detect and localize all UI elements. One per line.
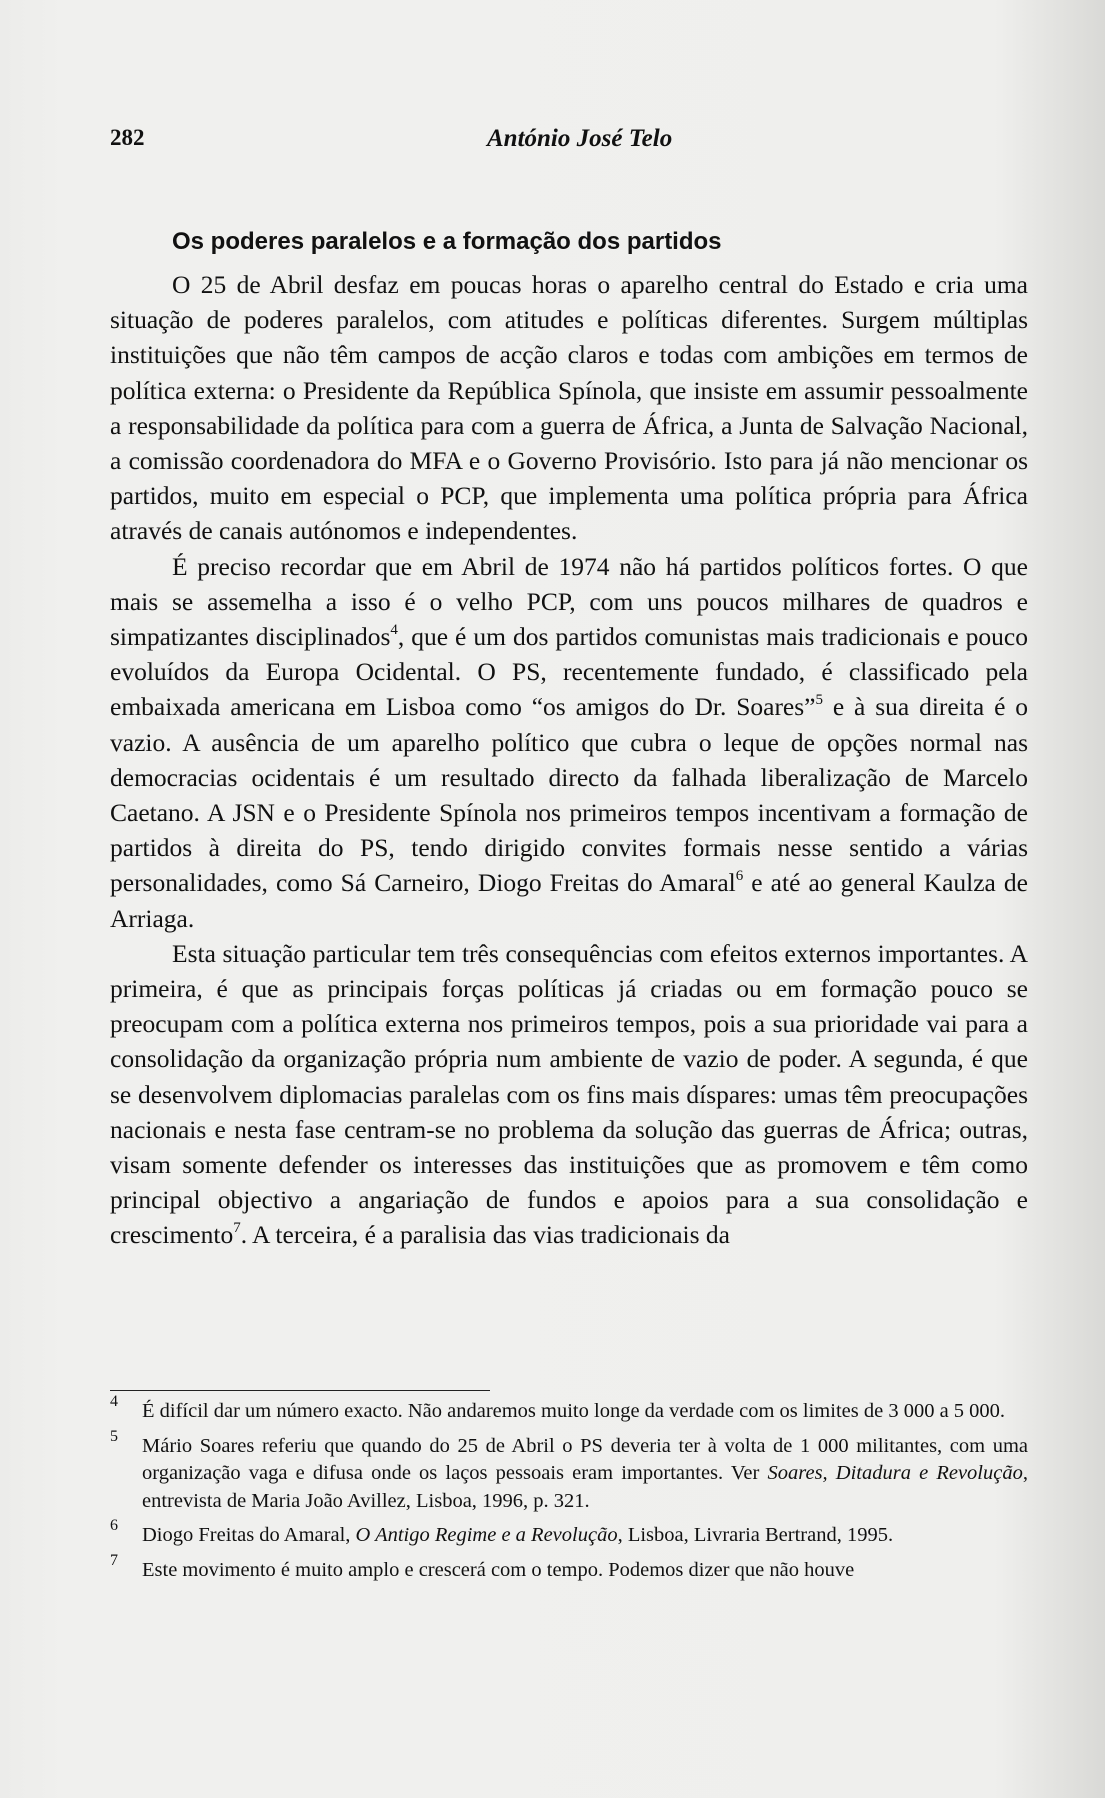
paragraph-3-text-b: . A terceira, é a paralisia das vias tradicionais da [240, 1220, 730, 1250]
footnote-separator [110, 1390, 490, 1391]
footnotes [110, 1393, 1028, 1591]
footnote-number: 4 [110, 1393, 118, 1410]
footnote-4 [110, 1393, 1028, 1426]
page-number: 282 [110, 125, 145, 150]
footnote-6 [110, 1517, 1028, 1550]
footnote-number: 6 [110, 1517, 118, 1534]
footnote-text-a: Mário Soares referiu que quando do 25 de Abril o PS deveria ter à volta de 1 000 militantes, com uma organização vaga e difusa onde os laços pessoais eram importantes. Ver [142, 1434, 1028, 1484]
footnote-book-title: O Antigo Regime e a Revolução [355, 1524, 618, 1546]
footnote-text: Este movimento é muito amplo e crescerá com o tempo. Podemos dizer que não houve [142, 1558, 855, 1581]
paragraph-2-text-d: e até ao general Kaulza de Arriaga. [110, 868, 1028, 933]
main-text [110, 225, 1028, 1253]
footnote-ref-4[interactable]: 4 [390, 622, 398, 639]
footnote-5 [110, 1427, 1028, 1516]
footnote-number: 7 [110, 1551, 118, 1569]
footnote-ref-5[interactable]: 5 [815, 692, 823, 709]
paragraph-1: O 25 de Abril desfaz em poucas horas o aparelho central do Estado e cria uma situação de poderes paralelos, com atitudes e políticas diferentes. Surgem múltiplas instituições que não têm campos de acção claros e todas com ambições em termos de política externa: o Presidente da República Spínola, que insiste em assumir pessoalmente a responsabilidade da política para com a guerra de África, a Junta de Salvação Nacional, a comissão coordenadora do MFA e o Governo Provisório. Isto para já não mencionar os partidos, muito em especial o PCP, que implementa uma política própria para África através de canais autónomos e independentes. [110, 270, 1028, 546]
footnote-7 [110, 1551, 1028, 1585]
section-heading: Os poderes paralelos e a formação dos partidos [172, 228, 722, 255]
paragraph-3 [110, 936, 1028, 1253]
footnote-book-title: Soares, Ditadura e Revolução [767, 1462, 1023, 1484]
footnote-number: 5 [110, 1427, 118, 1445]
footnote-ref-6[interactable]: 6 [735, 868, 744, 885]
footnote-text-b: , entrevista de Maria João Avillez, Lisboa, 1996, p. 321. [142, 1462, 1028, 1512]
paragraph-3-text-a: Esta situação particular tem três consequências com efeitos externos importantes. A primeira, é que as principais forças políticas já criadas ou em formação pouco se preocupam com a política externa nos primeiros tempos, pois a sua prioridade vai para a consolidação da organização própria num ambiente de vazio de poder. A segunda, é que se desenvolvem diplomacias paralelas com os fins mais díspares: umas têm preocupações nacionais e nesta fase centram-se no problema da solução das guerras de África; outras, visam somente defender os interesses das instituições que as promovem e têm como principal objectivo a angariação de fundos e apoios para a sua consolidação e crescimento [110, 938, 1028, 1250]
paragraph-2-text-c: e à sua direita é o vazio. A ausência de um aparelho político que cubra o leque de opções normal nas democracias ocidentais é um resultado directo da falhada liberalização de Marcelo Caetano. A JSN e o Presidente Spínola nos primeiros tempos incentivam a formação de partidos à direita do PS, tendo dirigido convites formais nesse sentido a várias personalidades, como Sá Carneiro, Diogo Freitas do Amaral [110, 692, 1029, 898]
footnote-text [142, 1433, 1028, 1516]
page-header [110, 125, 1028, 165]
footnote-ref-7[interactable]: 7 [233, 1220, 241, 1237]
footnote-text: É difícil dar um número exacto. Não andaremos muito longe da verdade com os limites de 3 000 a 5 000. [142, 1400, 1006, 1422]
footnote-text [142, 1522, 1028, 1550]
running-head-author: António José Telo [487, 125, 673, 152]
paragraph-2 [110, 549, 1028, 936]
footnote-text-b: , Lisboa, Livraria Bertrand, 1995. [617, 1524, 894, 1546]
footnote-text-a: Diogo Freitas do Amaral, [142, 1524, 356, 1546]
paragraph-2-text-b: , que é um dos partidos comunistas mais tradicionais e pouco evoluídos da Europa Ocidental. O PS, recentemente fundado, é classificado pela embaixada americana em Lisboa como “os amigos do Dr. Soares” [110, 622, 1028, 722]
paragraph-2-text-a: É preciso recordar que em Abril de 1974 não há partidos políticos fortes. O que mais se assemelha a isso é o velho PCP, com uns poucos milhares de quadros e simpatizantes disciplinados [110, 551, 1028, 652]
